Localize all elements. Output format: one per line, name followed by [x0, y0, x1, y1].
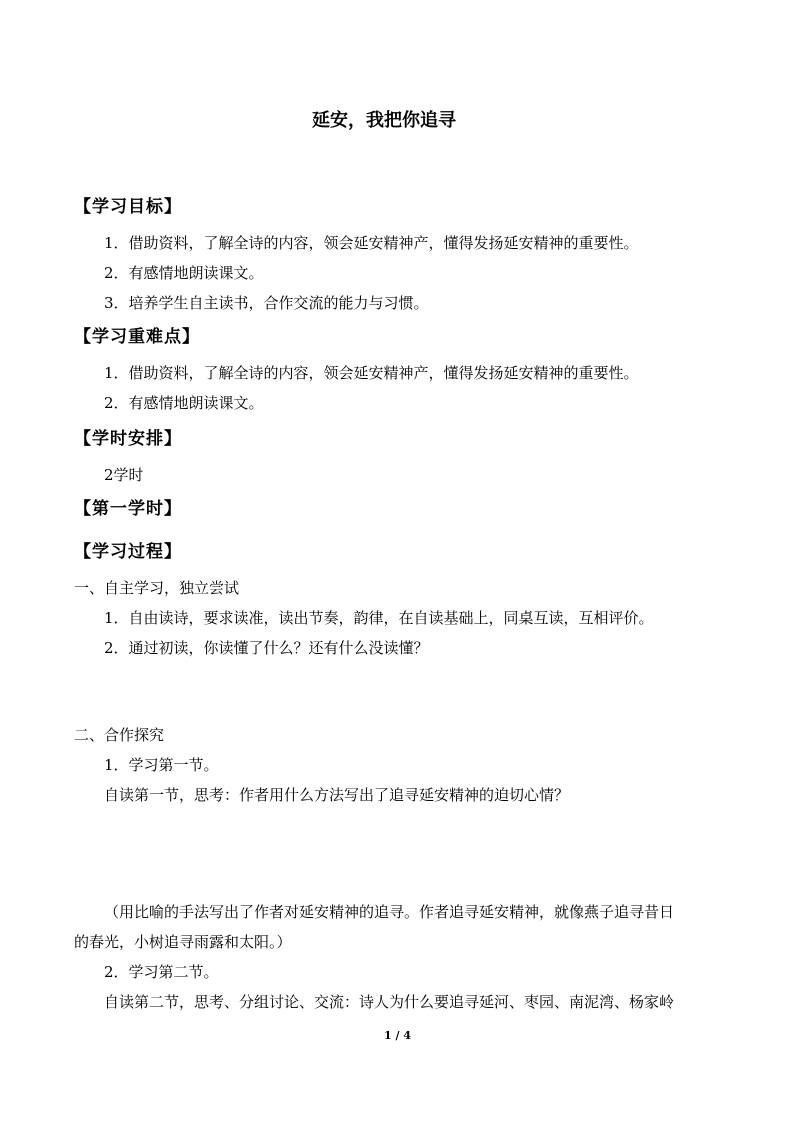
part2-heading: 二、合作探究	[74, 726, 165, 744]
schedule-value: 2学时	[104, 466, 144, 484]
objectives-heading: 【学习目标】	[74, 197, 182, 217]
part2-step-1: 1．学习第一节。	[104, 756, 219, 774]
part2-question-2: 自读第二节，思考、分组讨论、交流：诗人为什么要追寻延河、枣园、南泥湾、杨家岭	[104, 993, 675, 1011]
key-point-item-2: 2．有感情地朗读课文。	[104, 394, 264, 412]
objective-item-2: 2．有感情地朗读课文。	[104, 264, 264, 282]
process-heading: 【学习过程】	[74, 542, 182, 562]
part2-question-1: 自读第一节，思考：作者用什么方法写出了追寻延安精神的迫切心情？	[104, 786, 570, 804]
part2-step-2: 2．学习第二节。	[104, 963, 219, 981]
part2-answer-1-line-1: （用比喻的手法写出了作者对延安精神的追寻。作者追寻延安精神，就像燕子追寻昔日	[104, 903, 675, 921]
part2-answer-1-line-2: 的春光，小树追寻雨露和太阳。）	[74, 933, 292, 951]
schedule-heading: 【学时安排】	[74, 429, 182, 449]
first-period-heading: 【第一学时】	[74, 499, 182, 519]
objective-item-3: 3．培养学生自主读书，合作交流的能力与习惯。	[104, 294, 429, 312]
page-number: 1 / 4	[384, 1029, 411, 1042]
part1-item-2: 2．通过初读，你读懂了什么？还有什么没读懂？	[104, 639, 429, 657]
key-point-item-1: 1．借助资料，了解全诗的内容，领会延安精神产，懂得发扬延安精神的重要性。	[104, 364, 639, 382]
part1-item-1: 1．自由读诗，要求读准，读出节奏，韵律，在自读基础上，同桌互读，互相评价。	[104, 609, 654, 627]
part1-heading: 一、自主学习，独立尝试	[74, 579, 240, 597]
key-points-heading: 【学习重难点】	[74, 327, 200, 347]
objective-item-1: 1．借助资料，了解全诗的内容，领会延安精神产，懂得发扬延安精神的重要性。	[104, 234, 639, 252]
page-title: 延安，我把你追寻	[312, 110, 456, 131]
